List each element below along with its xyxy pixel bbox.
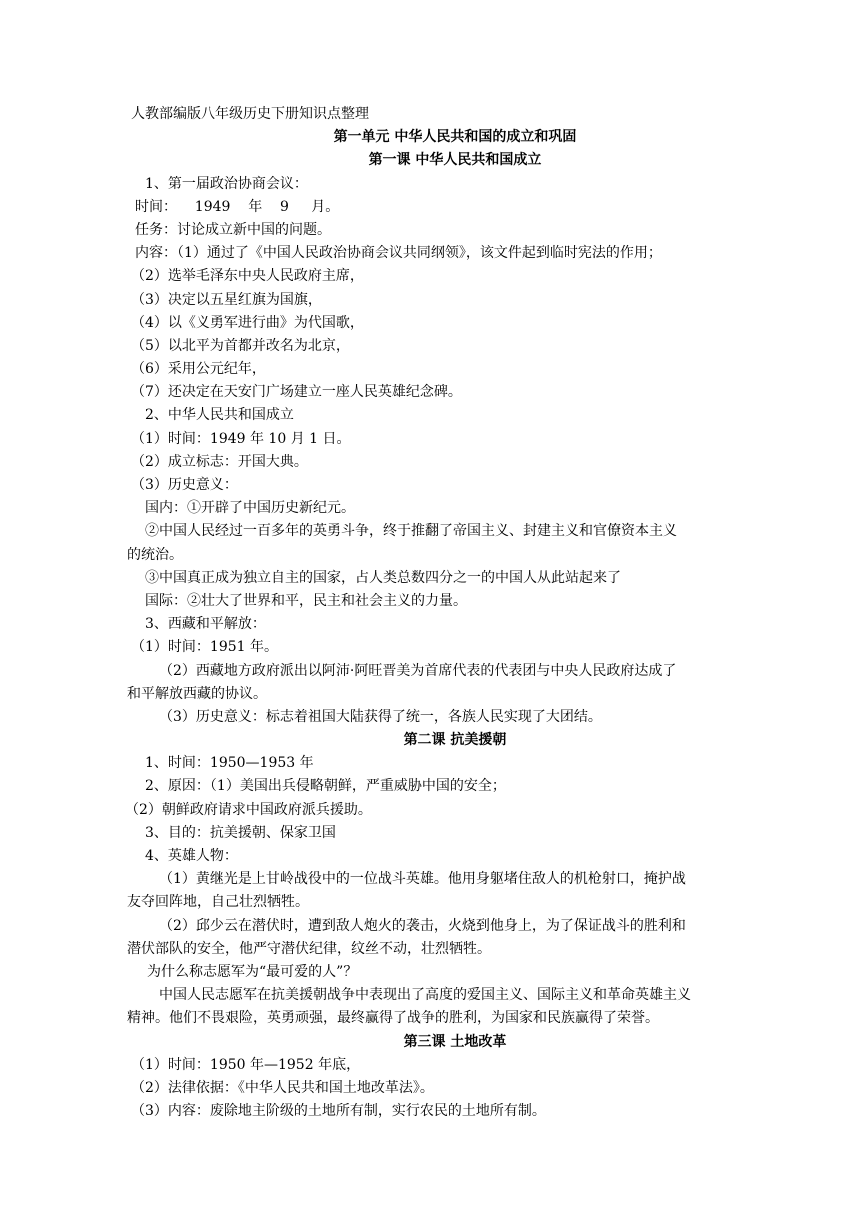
text-line: （2）朝鲜政府请求中国政府派兵援助。 bbox=[125, 801, 372, 818]
text-line: 友夺回阵地，自己壮烈牺牲。 bbox=[127, 894, 309, 911]
section-heading: 3、西藏和平解放： bbox=[145, 616, 266, 633]
lesson-2-heading: 第二课 抗美援朝 bbox=[403, 732, 507, 749]
list-item: （1）时间：1951 年。 bbox=[131, 639, 278, 656]
text-line: （1）黄继光是上甘岭战役中的一位战斗英雄。他用身躯堵住敌人的机枪射口，掩护战 bbox=[159, 871, 686, 888]
document-title: 人教部编版八年级历史下册知识点整理 bbox=[131, 106, 369, 122]
text-line: （2）邱少云在潜伏时，遭到敌人炮火的袭击，火烧到他身上，为了保证战斗的胜利和 bbox=[159, 917, 686, 934]
list-item: （2）选举毛泽东中央人民政府主席， bbox=[131, 268, 364, 285]
text-line: 潜伏部队的安全，他严守潜伏纪律，纹丝不动，壮烈牺牲。 bbox=[127, 940, 491, 957]
text-line: 内容：（1）通过了《中国人民政治协商会议共同纲领》，该文件起到临时宪法的作用； bbox=[135, 245, 662, 262]
text-line: （3）历史意义：标志着祖国大陆获得了统一，各族人民实现了大团结。 bbox=[159, 708, 602, 725]
list-item: （1）时间：1949 年 10 月 1 日。 bbox=[131, 430, 351, 447]
list-item: （2）成立标志：开国大典。 bbox=[131, 453, 308, 470]
list-item: （4）以《义勇军进行曲》为代国歌， bbox=[131, 314, 364, 331]
list-item: （6）采用公元纪年， bbox=[131, 361, 266, 378]
list-item: （3）决定以五星红旗为国旗， bbox=[131, 291, 322, 308]
text-line: ③中国真正成为独立自主的国家，占人类总数四分之一的中国人从此站起来了 bbox=[145, 569, 621, 586]
list-item: （3）历史意义： bbox=[131, 477, 238, 493]
lesson-3-heading: 第三课 土地改革 bbox=[403, 1033, 507, 1050]
text-line: 的统治。 bbox=[127, 546, 183, 563]
section-heading: 2、原因：（1）美国出兵侵略朝鲜，严重威胁中国的安全； bbox=[145, 778, 506, 795]
section-heading: 1、第一届政治协商会议： bbox=[145, 175, 308, 192]
text-line: 精神。他们不畏艰险，英勇顽强，最终赢得了战争的胜利，为国家和民族赢得了荣誉。 bbox=[127, 1010, 659, 1027]
text-line: ②中国人民经过一百多年的英勇斗争，终于推翻了帝国主义、封建主义和官僚资本主义 bbox=[145, 523, 677, 540]
text-line: 国内：①开辟了中国历史新纪元。 bbox=[145, 500, 355, 517]
text-line: 任务：讨论成立新中国的问题。 bbox=[135, 221, 331, 238]
list-item: （1）时间：1950 年—1952 年底， bbox=[131, 1056, 361, 1073]
text-line: （2）西藏地方政府派出以阿沛·阿旺晋美为首席代表的代表团与中央人民政府达成了 bbox=[159, 662, 677, 679]
lesson-1-heading: 第一课 中华人民共和国成立 bbox=[368, 152, 542, 169]
list-item: （5）以北平为首都并改名为北京， bbox=[131, 337, 350, 354]
section-heading: 1、时间：1950—1953 年 bbox=[145, 755, 314, 772]
list-item: （2）法律依据：《中华人民共和国土地改革法》。 bbox=[131, 1079, 434, 1096]
text-line: 和平解放西藏的协议。 bbox=[127, 685, 267, 702]
section-heading: 4、英雄人物： bbox=[145, 848, 238, 864]
text-line: 国际：②壮大了世界和平，民主和社会主义的力量。 bbox=[145, 592, 467, 609]
text-line: 时间： 1949 年 9 月。 bbox=[135, 198, 340, 215]
list-item: （7）还决定在天安门广场建立一座人民英雄纪念碑。 bbox=[131, 384, 462, 401]
section-heading: 2、中华人民共和国成立 bbox=[145, 407, 294, 424]
unit-heading: 第一单元 中华人民共和国的成立和巩固 bbox=[333, 129, 577, 146]
text-line: 中国人民志愿军在抗美援朝战争中表现出了高度的爱国主义、国际主义和革命英雄主义 bbox=[159, 987, 691, 1004]
list-item: （3）内容：废除地主阶级的土地所有制，实行农民的土地所有制。 bbox=[131, 1103, 546, 1120]
document-body bbox=[125, 103, 731, 1123]
section-heading: 3、目的：抗美援朝、保家卫国 bbox=[145, 824, 336, 841]
question-line: 为什么称志愿军为“最可爱的人”？ bbox=[147, 963, 358, 980]
